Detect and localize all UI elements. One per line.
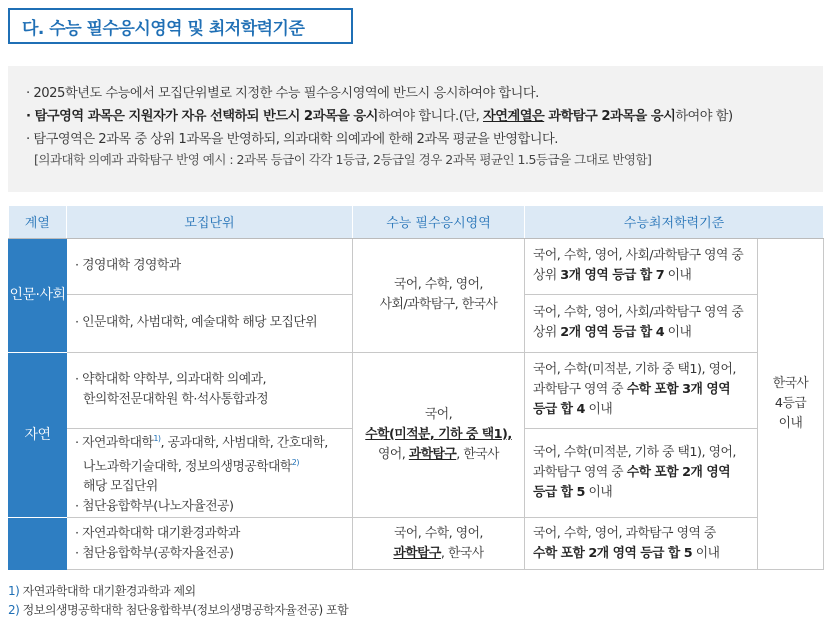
- info-box: [8, 66, 823, 192]
- group-science: 자연: [9, 352, 67, 518]
- table-row: [9, 518, 824, 570]
- info-line-2: · 탐구영역 과목은 지원자가 자유 선택하되 반드시 2과목을 응시하여야 합니다.(단, 자연계열은 과학탐구 2과목을 응시하여야 함): [26, 109, 733, 124]
- info-line-3: · 탐구영역은 2과목 중 상위 1과목을 반영하되, 의과대학 의예과에 한해 2과목 평균을 반영합니다.: [26, 132, 558, 147]
- table-header-row: [9, 206, 824, 238]
- subjects-cell: 국어, 수학, 영어, 과학탐구, 한국사: [353, 518, 525, 570]
- criteria-cell: 국어, 수학, 영어, 사회/과학탐구 영역 중 상위 2개 영역 등급 합 4 이내: [525, 294, 758, 352]
- info-line-4: [의과대학 의예과 과학탐구 반영 예시 : 2과목 등급이 각각 1등급, 2등급일 경우 2과목 평균인 1.5등급을 그대로 반영함]: [34, 152, 652, 167]
- criteria-cell: 국어, 수학(미적분, 기하 중 택1), 영어, 과학탐구 영역 중 수학 포함 2개 영역 등급 합 5 이내: [525, 428, 758, 518]
- table-row: [9, 238, 824, 294]
- criteria-cell: 국어, 수학, 영어, 과학탐구 영역 중 수학 포함 2개 영역 등급 합 5 이내: [525, 518, 758, 570]
- footnote-2: 2) 정보의생명공학대학 첨단융합학부(정보의생명공학자율전공) 포함: [8, 603, 349, 617]
- requirements-table: [8, 206, 824, 570]
- info-line-1: · 2025학년도 수능에서 모집단위별로 지정한 수능 필수응시영역에 반드시 응시하여야 합니다.: [26, 86, 539, 101]
- table-row: [9, 352, 824, 428]
- group-humanities: 인문·사회: [9, 238, 67, 352]
- footnote-1: 1) 자연과학대학 대기환경과학과 제외: [8, 584, 196, 598]
- subjects-cell: 국어, 수학(미적분, 기하 중 택1), 영어, 과학탐구, 한국사: [353, 352, 525, 518]
- unit-cell: · 인문대학, 사범대학, 예술대학 해당 모집단위: [67, 294, 353, 352]
- unit-cell: · 경영대학 경영학과: [67, 238, 353, 294]
- group-science-cont: [9, 518, 67, 570]
- section-title: 다. 수능 필수응시영역 및 최저학력기준: [22, 18, 305, 39]
- header-group: 계열: [9, 206, 67, 238]
- subjects-cell: 국어, 수학, 영어, 사회/과학탐구, 한국사: [353, 238, 525, 352]
- section-title-box: [8, 8, 353, 44]
- unit-cell: · 자연과학대학 대기환경과학과 · 첨단융합학부(공학자율전공): [67, 518, 353, 570]
- unit-cell: · 자연과학대학$^{1)}$, 공과대학, 사범대학, 간호대학, 나노과학기술대학, 정보의생명공학대학$^{2)}$ 해당 모집단위 · 첨단융합학부(나노자율전공): [67, 428, 353, 518]
- criteria-cell: 국어, 수학(미적분, 기하 중 택1), 영어, 과학탐구 영역 중 수학 포함 3개 영역 등급 합 4 이내: [525, 352, 758, 428]
- header-criteria: 수능최저학력기준: [525, 206, 824, 238]
- criteria-cell: 국어, 수학, 영어, 사회/과학탐구 영역 중 상위 3개 영역 등급 합 7 이내: [525, 238, 758, 294]
- unit-cell: · 약학대학 약학부, 의과대학 의예과, 한의학전문대학원 학·석사통합과정: [67, 352, 353, 428]
- header-unit: 모집단위: [67, 206, 353, 238]
- header-subjects: 수능 필수응시영역: [353, 206, 525, 238]
- korean-history-criteria: 한국사 4등급 이내: [758, 238, 824, 570]
- footnotes: [8, 582, 348, 620]
